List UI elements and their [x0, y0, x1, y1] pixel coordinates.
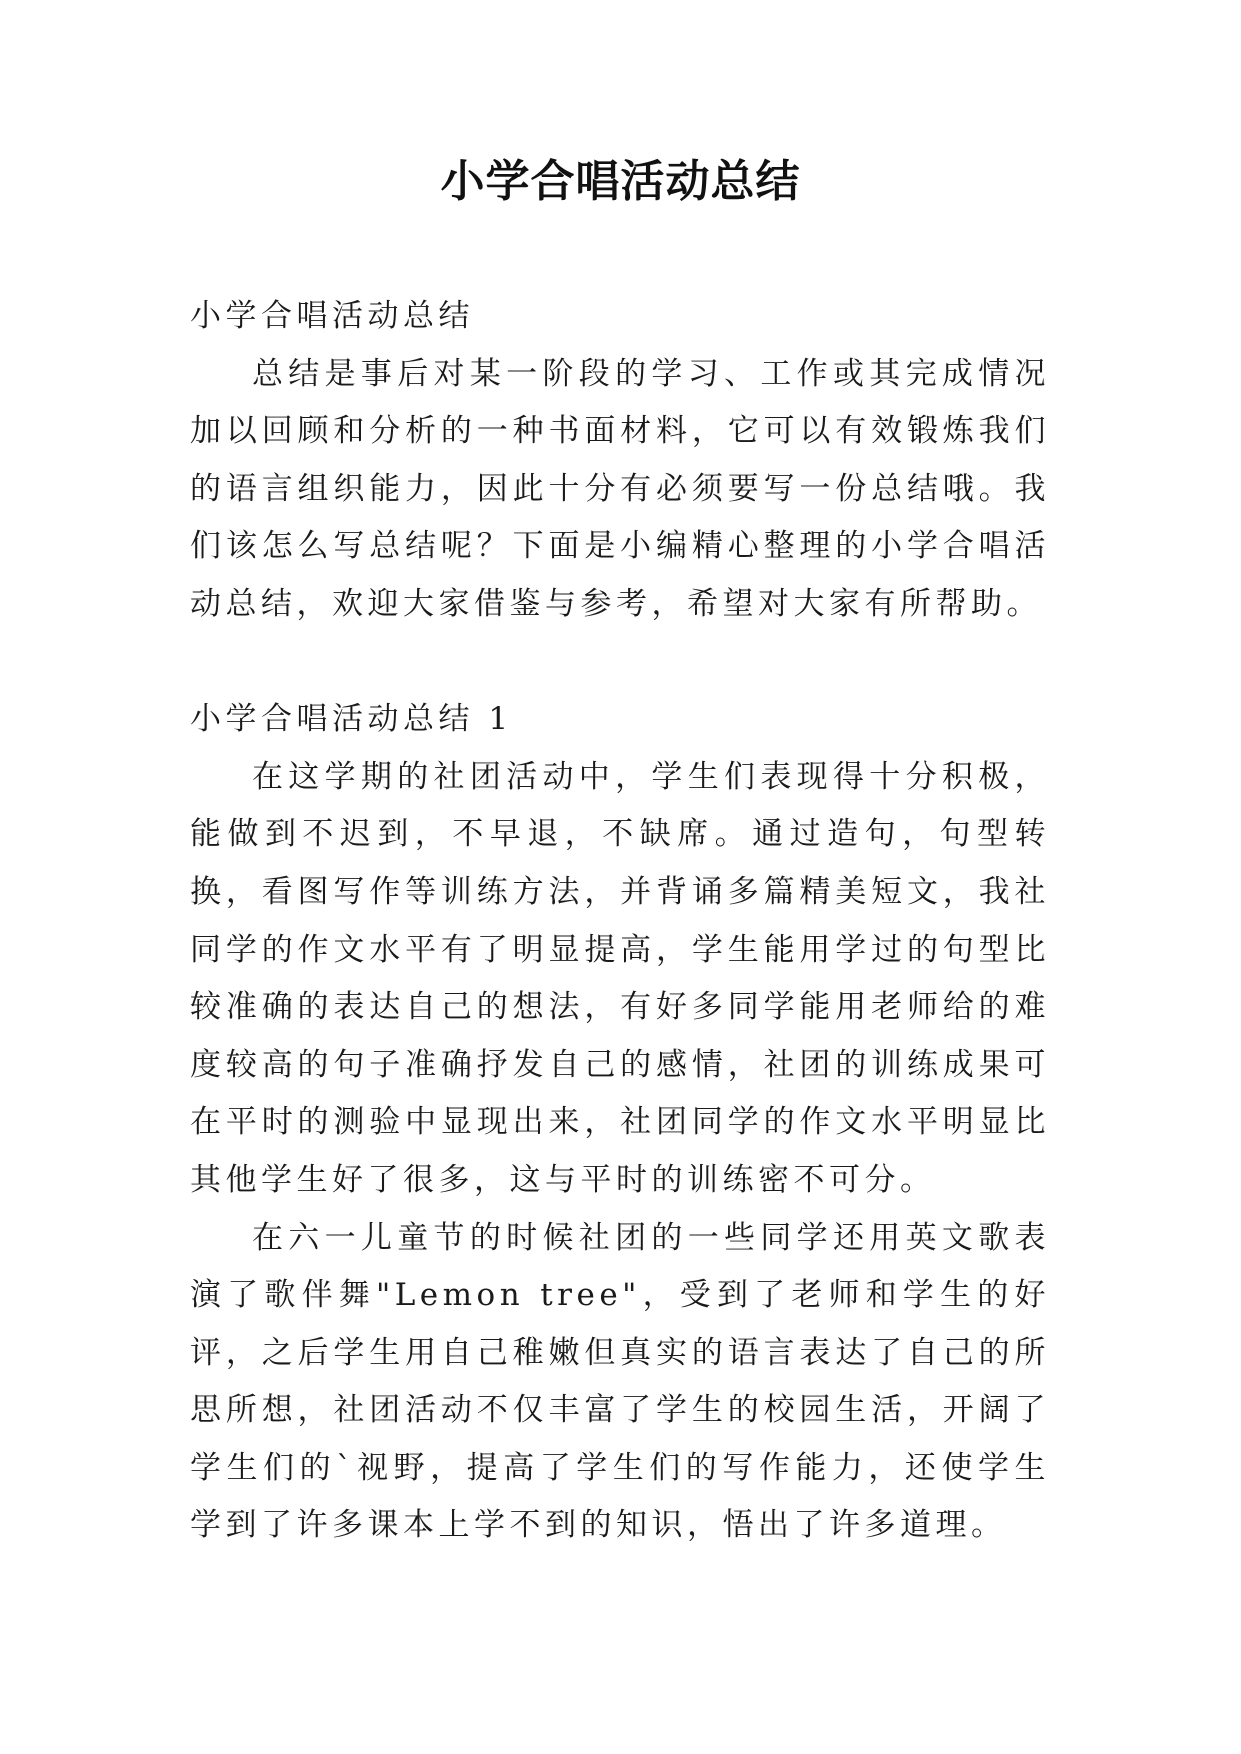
- section-spacer: [190, 634, 1050, 692]
- page-title: 小学合唱活动总结: [440, 156, 801, 207]
- body-paragraph: 在六一儿童节的时候社团的一些同学还用英文歌表演了歌伴舞"Lemon tree"，受到了老师和学生的好评，之后学生用自己稚嫩但真实的语言表达了自己的所思所想，社团活动不仅丰富了学生的校园生活，开阔了学生们的`视野，提高了学生们的写作能力，还使学生学到了许多课本上学不到的知识，悟出了许多道理。: [190, 1219, 1050, 1544]
- intro-heading: 小学合唱活动总结: [190, 298, 474, 334]
- body-paragraph: 在这学期的社团活动中，学生们表现得十分积极，能做到不迟到，不早退，不缺席。通过造句，句型转换，看图写作等训练方法，并背诵多篇精美短文，我社同学的作文水平有了明显提高，学生能用学过的句型比较准确的表达自己的想法，有好多同学能用老师给的难度较高的句子准确抒发自己的感情，社团的训练成果可在平时的测验中显现出来，社团同学的作文水平明显比其他学生好了很多，这与平时的训练密不可分。: [190, 758, 1050, 1198]
- section-heading: 小学合唱活动总结 1: [190, 701, 513, 738]
- intro-paragraph: 总结是事后对某一阶段的学习、工作或其完成情况加以回顾和分析的一种书面材料，它可以有效锻炼我们的语言组织能力，因此十分有必须要写一份总结哦。我们该怎么写总结呢？下面是小编精心整理的小学合唱活动总结，欢迎大家借鉴与参考，希望对大家有所帮助。: [190, 355, 1050, 622]
- document-body: [190, 288, 1050, 1555]
